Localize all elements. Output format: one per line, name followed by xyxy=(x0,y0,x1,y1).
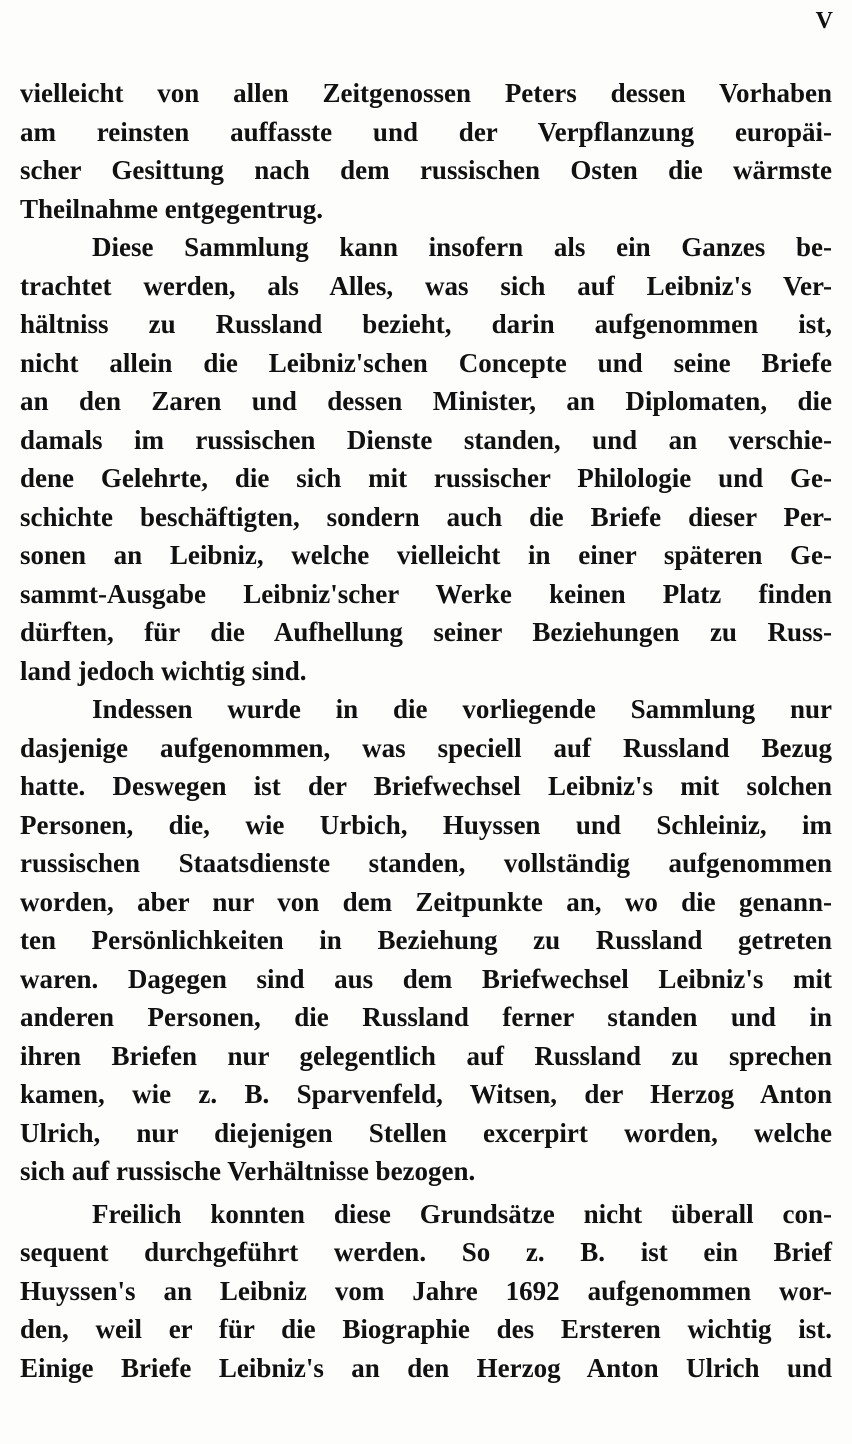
text-line: land jedoch wichtig sind. xyxy=(20,655,307,686)
text-line: sich auf russische Verhältnisse bezogen. xyxy=(20,1156,476,1186)
paragraph xyxy=(20,1195,832,1388)
text-line: ihren Briefen nur gelegentlich auf Russland zu sprechen xyxy=(20,1040,832,1071)
paragraph xyxy=(20,690,832,1191)
text-line: anderen Personen, die Russland ferner standen und in xyxy=(20,1002,832,1032)
text-line: sonen an Leibniz, welche vielleicht in einer späteren Ge- xyxy=(20,540,832,570)
page-number: V xyxy=(815,8,834,34)
text-line: hältniss zu Russland bezieht, darin aufgenommen ist, xyxy=(20,309,832,339)
text-line: hatte. Deswegen ist der Briefwechsel Leibniz's mit solchen xyxy=(20,771,832,801)
text-line: schichte beschäftigten, sondern auch die Briefe dieser Per- xyxy=(20,501,832,532)
text-line: waren. Dagegen sind aus dem Briefwechsel Leibniz's mit xyxy=(20,963,832,994)
text-line: ten Persönlichkeiten in Beziehung zu Russland getreten xyxy=(20,925,832,955)
text-line: vielleicht von allen Zeitgenossen Peters dessen Vorhaben xyxy=(20,78,832,108)
text-line: dasjenige aufgenommen, was speciell auf Russland Bezug xyxy=(20,732,832,763)
text-line: Freilich konnten diese Grundsätze nicht überall con- xyxy=(92,1198,832,1229)
text-line: sequent durchgeführt werden. So z. B. ist ein Brief xyxy=(20,1237,832,1267)
text-line: Diese Sammlung kann insofern als ein Ganzes be- xyxy=(92,232,832,262)
text-line: trachtet werden, als Alles, was sich auf Leibniz's Ver- xyxy=(20,270,832,301)
text-line: nicht allein die Leibniz'schen Concepte und seine Briefe xyxy=(20,347,832,378)
paragraph xyxy=(20,228,832,690)
text-line: Indessen wurde in die vorliegende Sammlung nur xyxy=(92,694,832,724)
text-line: Huyssen's an Leibniz vom Jahre 1692 aufgenommen wor- xyxy=(20,1275,832,1306)
text-line: dürften, für die Aufhellung seiner Beziehungen zu Russ- xyxy=(20,617,832,647)
paragraph xyxy=(20,74,832,228)
text-line: Ulrich, nur diejenigen Stellen excerpirt worden, welche xyxy=(20,1117,832,1148)
text-line: worden, aber nur von dem Zeitpunkte an, wo die genann- xyxy=(20,886,832,917)
body-text xyxy=(20,74,832,1387)
text-line: Personen, die, wie Urbich, Huyssen und Schleiniz, im xyxy=(20,809,832,840)
text-line: russischen Staatsdienste standen, vollständig aufgenommen xyxy=(20,848,832,878)
text-line: kamen, wie z. B. Sparvenfeld, Witsen, der Herzog Anton xyxy=(20,1079,832,1109)
text-line: Einige Briefe Leibniz's an den Herzog Anton Ulrich und xyxy=(20,1352,832,1383)
text-line: dene Gelehrte, die sich mit russischer Philologie und Ge- xyxy=(20,463,832,493)
text-line: den, weil er für die Biographie des Ersteren wichtig ist. xyxy=(20,1314,832,1344)
text-line: damals im russischen Dienste standen, und an verschie- xyxy=(20,424,832,455)
text-line: am reinsten auffasste und der Verpflanzung europäi- xyxy=(20,116,832,147)
text-line: Theilnahme entgegentrug. xyxy=(20,193,323,224)
text-line: scher Gesittung nach dem russischen Osten die wärmste xyxy=(20,155,832,185)
text-line: sammt-Ausgabe Leibniz'scher Werke keinen Platz finden xyxy=(20,578,832,609)
text-line: an den Zaren und dessen Minister, an Diplomaten, die xyxy=(20,386,832,416)
